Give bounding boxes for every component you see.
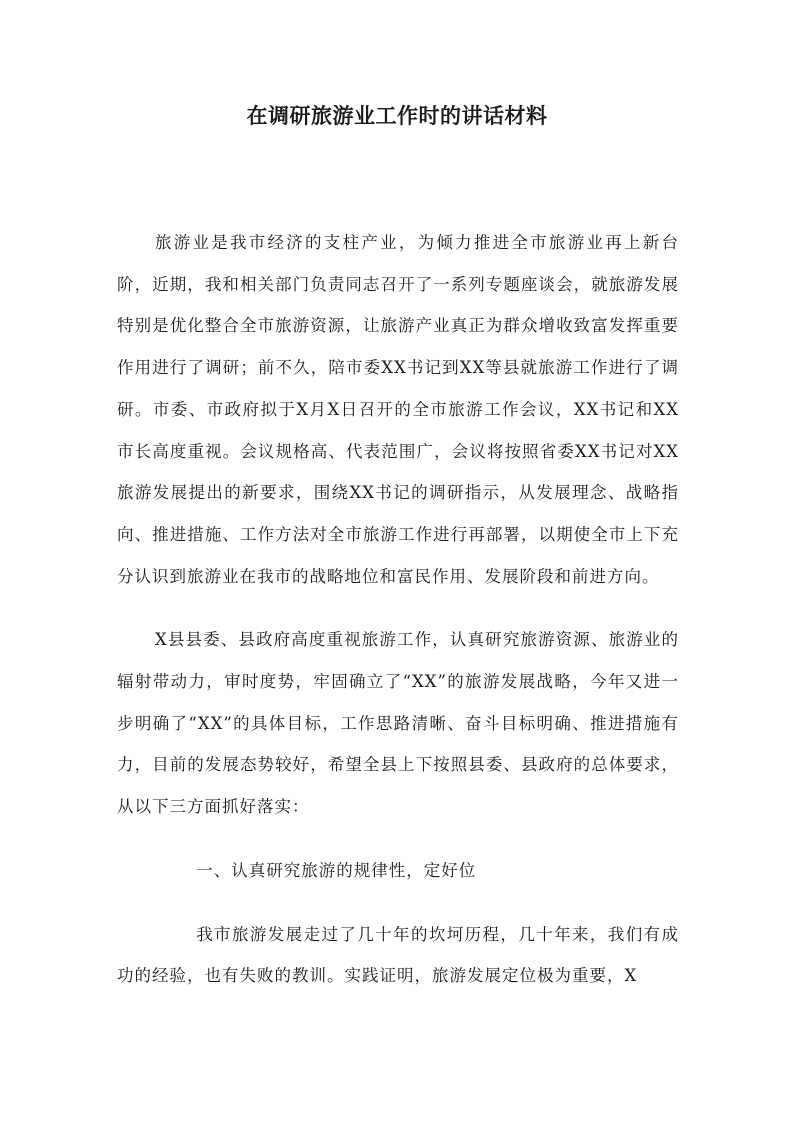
- section-heading: 一、认真研究旅游的规律性，定好位: [196, 860, 477, 880]
- paragraph-1: 旅游业是我市经济的支柱产业，为倾力推进全市旅游业再上新台阶，近期，我和相关部门负责同志召开了一系列专题座谈会，就旅游发展特别是优化整合全市旅游资源，让旅游产业真正为群众增收致富发挥重要作用进行了调研；前不久，陪市委XX书记到XX等县就旅游工作进行了调研。市委、市政府拟于X月X日召开的全市旅游工作会议，XX书记和XX市长高度重视。会议规格高、代表范围广，会议将按照省委XX书记对XX旅游发展提出的新要求，围绕XX书记的调研指示，从发展理念、战略指向、推进措施、工作方法对全市旅游工作进行再部署，以期使全市上下充分认识到旅游业在我市的战略地位和富民作用、发展阶段和前进方向。: [117, 233, 679, 586]
- document-body: [117, 222, 679, 997]
- document-title: 在调研旅游业工作时的讲话材料: [246, 104, 548, 128]
- section-paragraph: 我市旅游发展走过了几十年的坎坷历程，几十年来，我们有成功的经验，也有失败的教训。实践证明，旅游发展定位极为重要，X: [117, 924, 679, 986]
- paragraph-2: X县县委、县政府高度重视旅游工作，认真研究旅游资源、旅游业的辐射带动力，审时度势，牢固确立了“XX”的旅游发展战略，今年又进一步明确了“XX”的具体目标，工作思路清晰、奋斗目标明确、推进措施有力，目前的发展态势较好，希望全县上下按照县委、县政府的总体要求，从以下三方面抓好落实：: [117, 630, 679, 817]
